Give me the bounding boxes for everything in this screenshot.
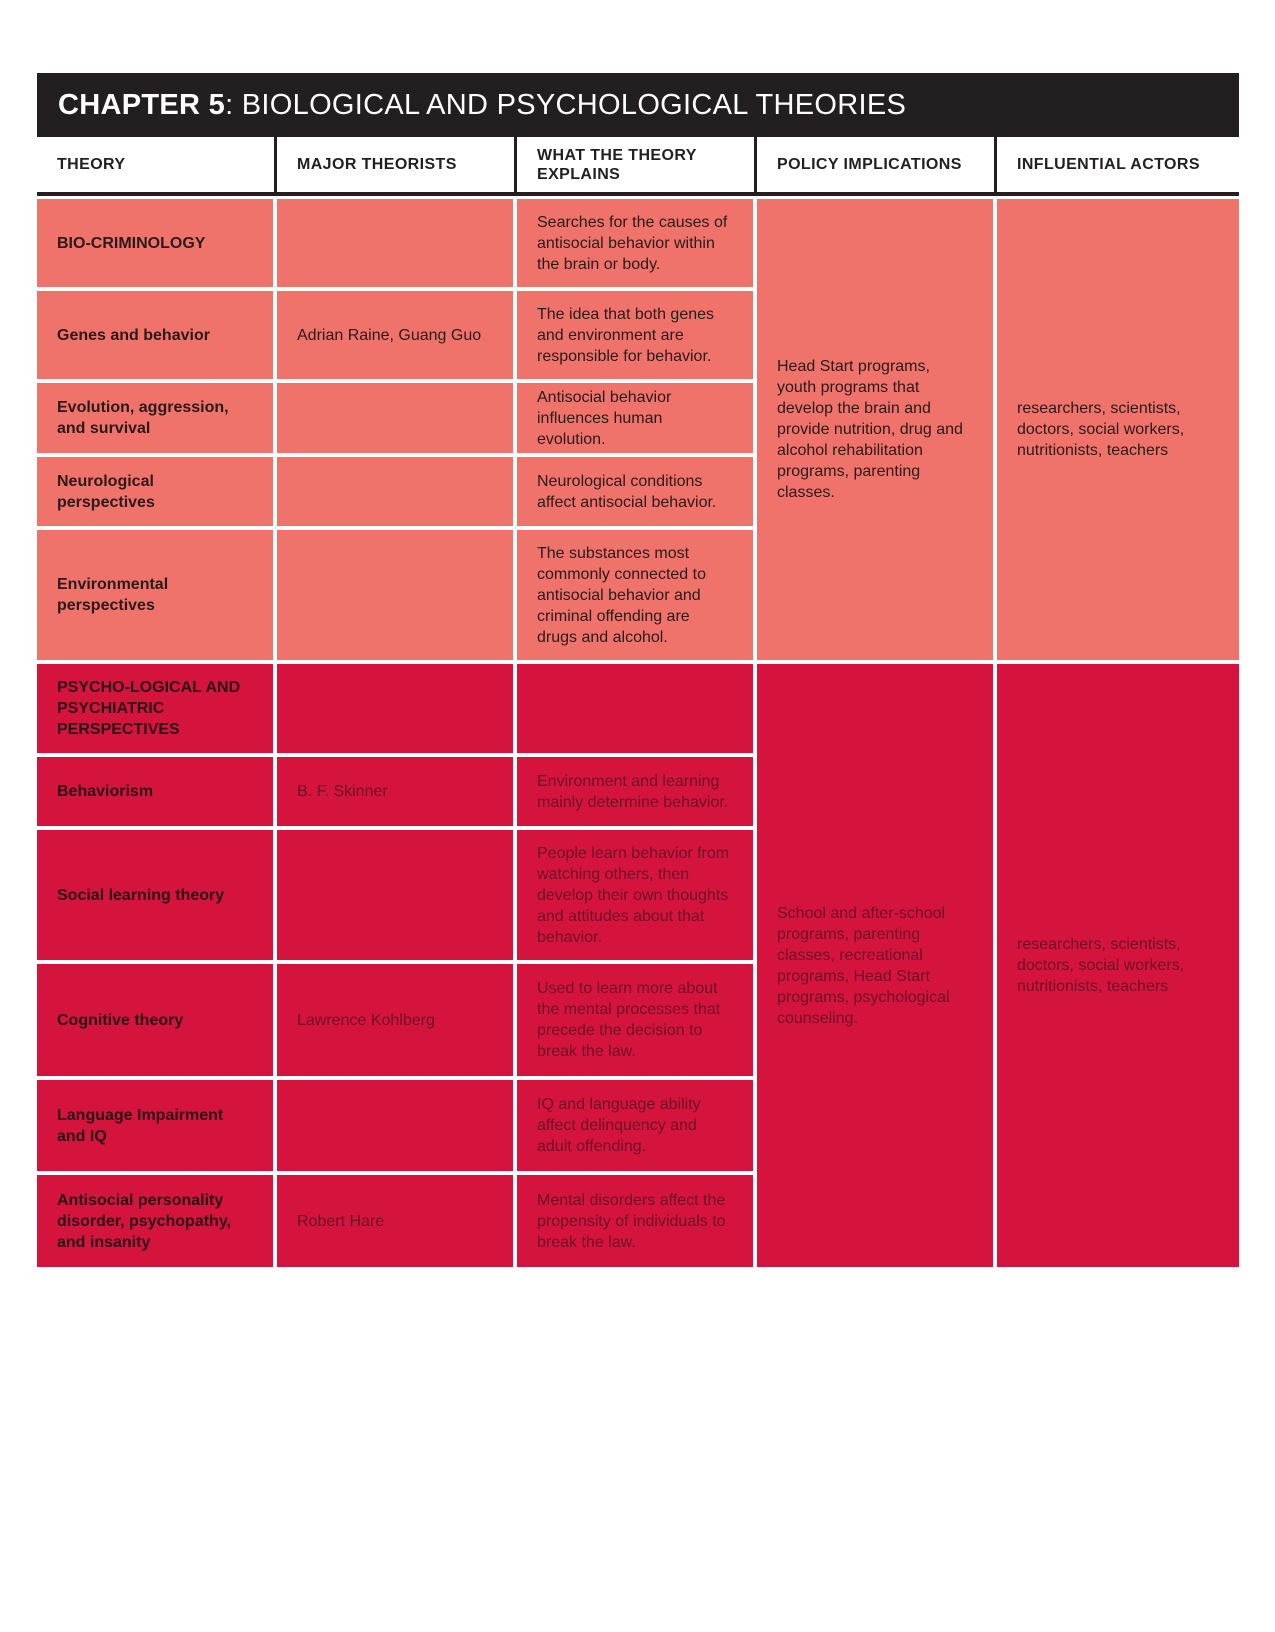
theory-cell: Behaviorism [37,757,277,830]
theory-grid [37,137,1239,1267]
title-bar [37,73,1239,137]
theorists-cell: Robert Hare [277,1175,517,1267]
explains-cell: The idea that both genes and environment are responsible for behavior. [517,291,757,383]
explains-cell: Antisocial behavior influences human evolution. [517,383,757,457]
theory-cell: Social learning theory [37,830,277,964]
theory-cell: Neurological perspectives [37,457,277,530]
theory-cell: Genes and behavior [37,291,277,383]
header-theory: THEORY [37,137,277,196]
header-policy-implications: POLICY IMPLICATIONS [757,137,997,196]
chapter-subtitle: BIOLOGICAL AND PSYCHOLOGICAL THEORIES [241,88,907,121]
header-major-theorists: MAJOR THEORISTS [277,137,517,196]
explains-cell: The substances most commonly connected to antisocial behavior and criminal offending are drugs and alcohol. [517,530,757,664]
theorists-cell [277,457,517,530]
explains-cell: Mental disorders affect the propensity of individuals to break the law. [517,1175,757,1267]
theorists-cell [277,530,517,664]
theory-cell: Antisocial personality disorder, psychopathy, and insanity [37,1175,277,1267]
header-what-theory-explains: WHAT THE THEORY EXPLAINS [517,137,757,196]
theorists-cell: Lawrence Kohlberg [277,964,517,1080]
theory-cell: BIO-CRIMINOLOGY [37,199,277,291]
theorists-cell [277,199,517,291]
theorists-cell [277,664,517,757]
theorists-cell: B. F. Skinner [277,757,517,830]
explains-cell: Searches for the causes of antisocial behavior within the brain or body. [517,199,757,291]
explains-cell: Neurological conditions affect antisocial behavior. [517,457,757,530]
theory-cell: Evolution, aggression, and survival [37,383,277,457]
theory-cell: PSYCHO-LOGICAL AND PSYCHIATRIC PERSPECTIVES [37,664,277,757]
explains-cell [517,664,757,757]
explains-cell: Environment and learning mainly determine behavior. [517,757,757,830]
theory-cell: Environmental perspectives [37,530,277,664]
explains-cell: People learn behavior from watching others, then develop their own thoughts and attitudes about that behavior. [517,830,757,964]
bio-policy-implications: Head Start programs, youth programs that develop the brain and provide nutrition, drug and alcohol rehabilitation programs, parenting classes. [757,199,997,664]
explains-cell: Used to learn more about the mental processes that precede the decision to break the law. [517,964,757,1080]
theory-cell: Language Impairment and IQ [37,1080,277,1175]
theory-cell: Cognitive theory [37,964,277,1080]
psy-influential-actors: researchers, scientists, doctors, social workers, nutritionists, teachers [997,664,1239,1267]
psy-policy-implications: School and after-school programs, parenting classes, recreational programs, Head Start programs, psychological counseling. [757,664,997,1267]
explains-cell: IQ and language ability affect delinquency and adult offending. [517,1080,757,1175]
theorists-cell: Adrian Raine, Guang Guo [277,291,517,383]
theorists-cell [277,383,517,457]
chapter-label: CHAPTER 5 [58,88,226,121]
chapter-table [37,73,1239,1267]
theorists-cell [277,830,517,964]
bio-influential-actors: researchers, scientists, doctors, social workers, nutritionists, teachers [997,199,1239,664]
title-separator: : [225,88,234,121]
header-influential-actors: INFLUENTIAL ACTORS [997,137,1239,196]
theorists-cell [277,1080,517,1175]
